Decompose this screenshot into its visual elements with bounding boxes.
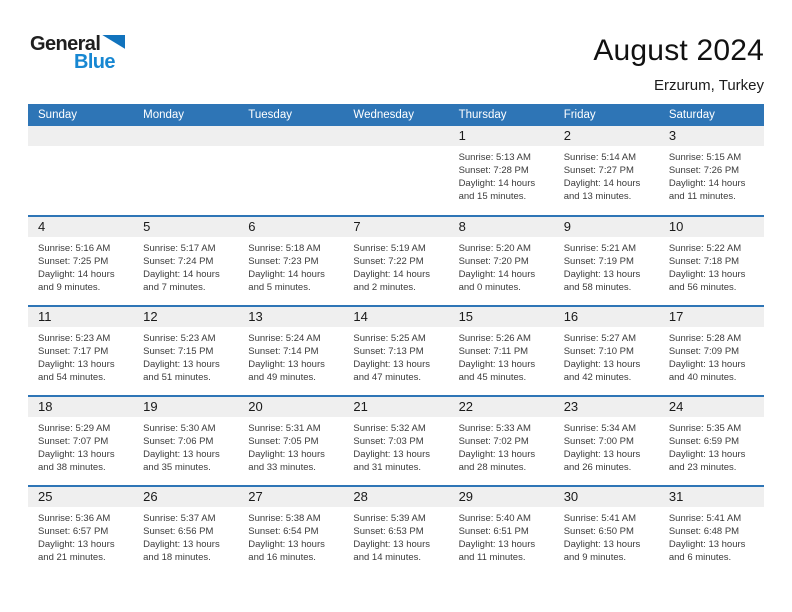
sunset-text: Sunset: 7:22 PM — [353, 256, 424, 267]
daylight-text: Daylight: 13 hours and 45 minutes. — [458, 359, 536, 383]
day-number: 20 — [238, 397, 343, 417]
sunset-text: Sunset: 7:10 PM — [563, 346, 634, 357]
day-cell — [343, 487, 448, 575]
daylight-text: Daylight: 14 hours and 11 minutes. — [668, 178, 746, 202]
sunset-text: Sunset: 7:05 PM — [248, 436, 319, 447]
sunset-text: Sunset: 7:15 PM — [143, 346, 214, 357]
day-number: 15 — [449, 307, 554, 327]
weekday-header-row — [28, 104, 764, 126]
daylight-text: Daylight: 13 hours and 21 minutes. — [38, 539, 115, 563]
sunset-text: Sunset: 7:27 PM — [563, 165, 634, 176]
day-number: 24 — [659, 397, 764, 417]
sunset-text: Sunset: 7:14 PM — [248, 346, 319, 357]
sunrise-text: Sunrise: 5:29 AM — [38, 423, 111, 434]
sunset-text: Sunset: 7:00 PM — [563, 436, 634, 447]
weekday-header: Tuesday — [248, 109, 292, 121]
day-details — [133, 327, 238, 384]
logo-text-blue: Blue — [74, 51, 115, 73]
daylight-text: Daylight: 13 hours and 38 minutes. — [38, 449, 115, 473]
day-number: 31 — [659, 487, 764, 507]
day-number: 21 — [343, 397, 448, 417]
daylight-text: Daylight: 13 hours and 40 minutes. — [668, 359, 746, 383]
day-details — [554, 507, 659, 564]
logo-triangle-icon — [102, 35, 125, 49]
sunrise-text: Sunrise: 5:20 AM — [458, 243, 531, 254]
day-details — [554, 237, 659, 294]
daylight-text: Daylight: 13 hours and 23 minutes. — [668, 449, 746, 473]
day-cell — [554, 307, 659, 395]
day-details — [554, 417, 659, 474]
sunrise-text: Sunrise: 5:41 AM — [668, 513, 742, 524]
day-cell — [449, 126, 554, 215]
sunrise-text: Sunrise: 5:36 AM — [38, 513, 111, 524]
day-details — [449, 417, 554, 474]
daylight-text: Daylight: 13 hours and 26 minutes. — [563, 449, 641, 473]
day-number: 8 — [449, 217, 554, 237]
day-number: 6 — [238, 217, 343, 237]
weekday-header: Wednesday — [353, 109, 414, 121]
day-number: 11 — [28, 307, 133, 327]
day-details — [238, 507, 343, 564]
sunset-text: Sunset: 7:02 PM — [458, 436, 529, 447]
day-details — [659, 507, 764, 564]
daylight-text: Daylight: 14 hours and 7 minutes. — [143, 269, 220, 293]
day-cell — [659, 217, 764, 305]
daylight-text: Daylight: 13 hours and 31 minutes. — [353, 449, 430, 473]
sunrise-text: Sunrise: 5:21 AM — [563, 243, 637, 254]
weekday-header: Sunday — [38, 109, 78, 121]
title-block — [593, 34, 764, 94]
empty-day-cell — [343, 126, 448, 215]
sunrise-text: Sunrise: 5:15 AM — [668, 152, 742, 163]
day-details — [238, 417, 343, 474]
daylight-text: Daylight: 13 hours and 58 minutes. — [563, 269, 641, 293]
day-cell — [659, 307, 764, 395]
day-number: 3 — [659, 126, 764, 146]
day-details — [659, 417, 764, 474]
day-cell — [659, 126, 764, 215]
day-cell — [449, 397, 554, 485]
day-details — [133, 417, 238, 474]
sunrise-text: Sunrise: 5:14 AM — [563, 152, 637, 163]
sunset-text: Sunset: 6:57 PM — [38, 526, 109, 537]
day-details — [28, 327, 133, 384]
day-cell — [449, 487, 554, 575]
sunrise-text: Sunrise: 5:33 AM — [458, 423, 531, 434]
week-row — [28, 305, 764, 395]
day-number: 29 — [449, 487, 554, 507]
day-number: 25 — [28, 487, 133, 507]
day-number: 13 — [238, 307, 343, 327]
day-number: 2 — [554, 126, 659, 146]
page-title: August 2024 — [593, 34, 764, 67]
sunrise-text: Sunrise: 5:31 AM — [248, 423, 321, 434]
daylight-text: Daylight: 13 hours and 54 minutes. — [38, 359, 115, 383]
day-cell — [554, 487, 659, 575]
sunset-text: Sunset: 7:07 PM — [38, 436, 109, 447]
day-cell — [659, 397, 764, 485]
day-details — [238, 237, 343, 294]
day-cell — [28, 217, 133, 305]
calendar-grid — [28, 104, 764, 575]
daylight-text: Daylight: 13 hours and 11 minutes. — [458, 539, 536, 563]
daylight-text: Daylight: 13 hours and 9 minutes. — [563, 539, 641, 563]
day-details — [28, 237, 133, 294]
daylight-text: Daylight: 13 hours and 51 minutes. — [143, 359, 220, 383]
daylight-text: Daylight: 13 hours and 33 minutes. — [248, 449, 325, 473]
sunset-text: Sunset: 7:06 PM — [143, 436, 214, 447]
day-details — [28, 507, 133, 564]
empty-day-cell — [133, 126, 238, 215]
daylight-text: Daylight: 13 hours and 6 minutes. — [668, 539, 746, 563]
day-number — [343, 126, 448, 146]
sunrise-text: Sunrise: 5:37 AM — [143, 513, 216, 524]
day-number: 1 — [449, 126, 554, 146]
day-number — [28, 126, 133, 146]
day-cell — [343, 217, 448, 305]
daylight-text: Daylight: 14 hours and 13 minutes. — [563, 178, 641, 202]
sunrise-text: Sunrise: 5:13 AM — [458, 152, 531, 163]
sunset-text: Sunset: 7:19 PM — [563, 256, 634, 267]
day-number — [133, 126, 238, 146]
page-header — [30, 34, 764, 94]
day-number: 17 — [659, 307, 764, 327]
sunset-text: Sunset: 6:50 PM — [563, 526, 634, 537]
daylight-text: Daylight: 13 hours and 49 minutes. — [248, 359, 325, 383]
sunrise-text: Sunrise: 5:38 AM — [248, 513, 321, 524]
daylight-text: Daylight: 14 hours and 5 minutes. — [248, 269, 325, 293]
sunset-text: Sunset: 7:25 PM — [38, 256, 109, 267]
day-number: 22 — [449, 397, 554, 417]
sunset-text: Sunset: 7:11 PM — [458, 346, 529, 357]
day-cell — [449, 307, 554, 395]
day-cell — [659, 487, 764, 575]
day-number: 30 — [554, 487, 659, 507]
day-number: 7 — [343, 217, 448, 237]
day-cell — [343, 307, 448, 395]
day-number: 26 — [133, 487, 238, 507]
day-number: 28 — [343, 487, 448, 507]
sunrise-text: Sunrise: 5:23 AM — [38, 333, 111, 344]
sunset-text: Sunset: 6:54 PM — [248, 526, 319, 537]
day-details — [659, 146, 764, 203]
sunrise-text: Sunrise: 5:22 AM — [668, 243, 742, 254]
sunset-text: Sunset: 6:59 PM — [668, 436, 740, 447]
day-cell — [28, 397, 133, 485]
daylight-text: Daylight: 13 hours and 28 minutes. — [458, 449, 536, 473]
sunrise-text: Sunrise: 5:35 AM — [668, 423, 742, 434]
day-cell — [554, 126, 659, 215]
week-row — [28, 395, 764, 485]
sunset-text: Sunset: 6:51 PM — [458, 526, 529, 537]
weekday-header: Thursday — [458, 109, 507, 121]
empty-day-cell — [28, 126, 133, 215]
sunset-text: Sunset: 7:23 PM — [248, 256, 319, 267]
day-number: 9 — [554, 217, 659, 237]
day-cell — [238, 397, 343, 485]
day-details — [343, 507, 448, 564]
day-number: 19 — [133, 397, 238, 417]
day-cell — [28, 307, 133, 395]
week-row — [28, 485, 764, 575]
day-cell — [133, 487, 238, 575]
daylight-text: Daylight: 13 hours and 47 minutes. — [353, 359, 430, 383]
sunrise-text: Sunrise: 5:16 AM — [38, 243, 111, 254]
sunset-text: Sunset: 7:20 PM — [458, 256, 529, 267]
empty-day-cell — [238, 126, 343, 215]
day-details — [133, 507, 238, 564]
day-details — [449, 507, 554, 564]
daylight-text: Daylight: 14 hours and 2 minutes. — [353, 269, 430, 293]
sunset-text: Sunset: 6:48 PM — [668, 526, 740, 537]
sunrise-text: Sunrise: 5:41 AM — [563, 513, 637, 524]
day-number — [238, 126, 343, 146]
sunrise-text: Sunrise: 5:27 AM — [563, 333, 637, 344]
sunrise-text: Sunrise: 5:40 AM — [458, 513, 531, 524]
sunrise-text: Sunrise: 5:26 AM — [458, 333, 531, 344]
sunrise-text: Sunrise: 5:24 AM — [248, 333, 321, 344]
weekday-header: Saturday — [668, 109, 715, 121]
day-details — [554, 146, 659, 203]
daylight-text: Daylight: 13 hours and 35 minutes. — [143, 449, 220, 473]
weekday-header: Friday — [563, 109, 596, 121]
day-details — [238, 327, 343, 384]
sunrise-text: Sunrise: 5:25 AM — [353, 333, 426, 344]
sunrise-text: Sunrise: 5:32 AM — [353, 423, 426, 434]
week-row — [28, 126, 764, 215]
day-details — [343, 327, 448, 384]
daylight-text: Daylight: 13 hours and 18 minutes. — [143, 539, 220, 563]
sunset-text: Sunset: 7:17 PM — [38, 346, 109, 357]
day-details — [449, 146, 554, 203]
weekday-header: Monday — [143, 109, 185, 121]
day-details — [343, 237, 448, 294]
sunrise-text: Sunrise: 5:18 AM — [248, 243, 321, 254]
day-number: 14 — [343, 307, 448, 327]
daylight-text: Daylight: 14 hours and 9 minutes. — [38, 269, 115, 293]
daylight-text: Daylight: 13 hours and 14 minutes. — [353, 539, 430, 563]
day-cell — [133, 217, 238, 305]
day-details — [449, 237, 554, 294]
sunset-text: Sunset: 7:24 PM — [143, 256, 214, 267]
sunset-text: Sunset: 6:56 PM — [143, 526, 214, 537]
general-blue-logo — [30, 34, 125, 72]
day-cell — [28, 487, 133, 575]
daylight-text: Daylight: 13 hours and 16 minutes. — [248, 539, 325, 563]
sunrise-text: Sunrise: 5:30 AM — [143, 423, 216, 434]
logo-text-general: General — [30, 33, 101, 55]
sunset-text: Sunset: 6:53 PM — [353, 526, 424, 537]
day-cell — [238, 307, 343, 395]
week-row — [28, 215, 764, 305]
sunset-text: Sunset: 7:28 PM — [458, 165, 529, 176]
sunset-text: Sunset: 7:09 PM — [668, 346, 740, 357]
day-number: 16 — [554, 307, 659, 327]
day-number: 4 — [28, 217, 133, 237]
sunrise-text: Sunrise: 5:19 AM — [353, 243, 426, 254]
day-details — [659, 237, 764, 294]
day-details — [343, 417, 448, 474]
sunset-text: Sunset: 7:13 PM — [353, 346, 424, 357]
daylight-text: Daylight: 13 hours and 42 minutes. — [563, 359, 641, 383]
day-cell — [133, 397, 238, 485]
day-number: 5 — [133, 217, 238, 237]
day-cell — [449, 217, 554, 305]
day-number: 27 — [238, 487, 343, 507]
daylight-text: Daylight: 13 hours and 56 minutes. — [668, 269, 746, 293]
day-details — [133, 237, 238, 294]
day-details — [659, 327, 764, 384]
day-number: 10 — [659, 217, 764, 237]
sunrise-text: Sunrise: 5:34 AM — [563, 423, 637, 434]
day-details — [449, 327, 554, 384]
sunrise-text: Sunrise: 5:39 AM — [353, 513, 426, 524]
sunset-text: Sunset: 7:03 PM — [353, 436, 424, 447]
day-cell — [554, 397, 659, 485]
day-details — [554, 327, 659, 384]
day-details — [28, 417, 133, 474]
sunrise-text: Sunrise: 5:28 AM — [668, 333, 742, 344]
sunrise-text: Sunrise: 5:23 AM — [143, 333, 216, 344]
day-cell — [554, 217, 659, 305]
day-cell — [343, 397, 448, 485]
sunrise-text: Sunrise: 5:17 AM — [143, 243, 216, 254]
day-number: 12 — [133, 307, 238, 327]
day-cell — [133, 307, 238, 395]
day-number: 18 — [28, 397, 133, 417]
sunset-text: Sunset: 7:26 PM — [668, 165, 740, 176]
sunset-text: Sunset: 7:18 PM — [668, 256, 740, 267]
daylight-text: Daylight: 14 hours and 15 minutes. — [458, 178, 536, 202]
day-number: 23 — [554, 397, 659, 417]
day-cell — [238, 217, 343, 305]
daylight-text: Daylight: 14 hours and 0 minutes. — [458, 269, 536, 293]
location-subtitle: Erzurum, Turkey — [653, 77, 764, 94]
day-cell — [238, 487, 343, 575]
